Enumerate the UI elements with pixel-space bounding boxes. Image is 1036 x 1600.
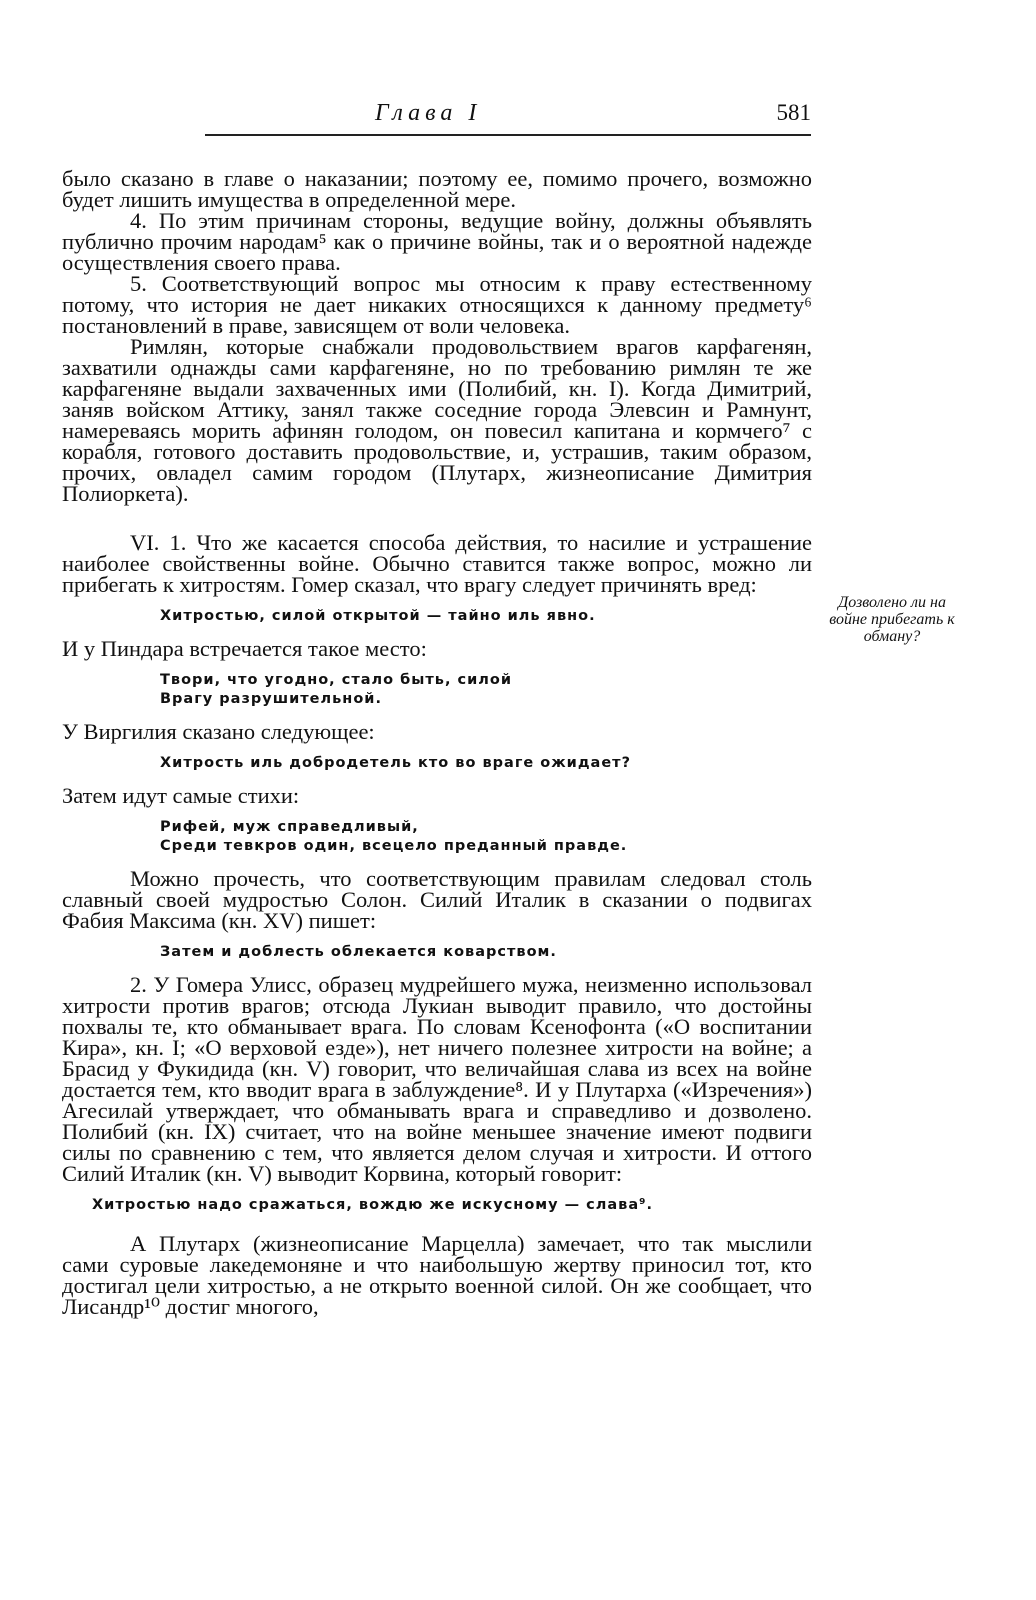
section-paragraph: VI. 1. Что же касается способа действия, то насилие и устрашение наиболее свойственны войне. Обычно ставится также вопрос, можно ли прибегать к хитростям. Гомер сказал, что врагу следует причинять вред:: [62, 530, 812, 597]
verse-quote: Хитрость иль добродетель кто во враге ожидает?: [160, 755, 631, 771]
header-rule: [205, 134, 811, 136]
paragraph: 2. У Гомера Улисс, образец мудрейшего мужа, неизменно использовал хитрости против врагов; отсюда Лукиан выводит правило, что достойны похвалы те, кто обманывает врага. По словам Ксенофонта («О воспитании Кира», кн. I; «О верховой езде»), нет ничего полезнее хитрости на войне; а Брасид у Фукидида (кн. V) говорит, что величайшая слава из всех на войне достается тем, кто вводит врага в заблуждение⁸. И у Плутарха («Изречения») Агесилай утверждает, что обманывать врага и справедливо и дозволено. Полибий (кн. IX) считает, что на войне меньшее значение имеют подвиги силы по сравнению с тем, что является делом случая и хитрости. И оттого Силий Италик (кн. V) выводит Корвина, который говорит:: [62, 972, 812, 1186]
verse-quote: Хитростью, силой открытой — тайно иль явно.: [160, 608, 596, 624]
main-text: [62, 168, 812, 1317]
paragraph: Затем идут самые стихи:: [62, 783, 300, 808]
paragraph: И у Пиндара встречается такое место:: [62, 636, 427, 661]
verse-quote: Хитростью надо сражаться, вождю же искусному — слава⁹.: [92, 1197, 654, 1213]
paragraph: Можно прочесть, что соответствующим правилам следовал столь славный своей мудростью Солон. Силий Италик в сказании о подвигах Фабия Максима (кн. XV) пишет:: [62, 866, 812, 933]
verse-quote: Рифей, муж справедливый,: [160, 819, 419, 835]
verse-quote: Среди тевкров один, всецело преданный правде.: [160, 838, 628, 854]
chapter-title: Глава I: [375, 100, 482, 126]
paragraph: 5. Соответствующий вопрос мы относим к праву естественному потому, что история не дает никаких относящихся к данному предмету⁶ постановлений в праве, зависящем от воли человека.: [62, 271, 812, 338]
paragraph: было сказано в главе о наказании; поэтому ее, помимо прочего, возможно будет лишить имущества в определенной мере.: [62, 166, 812, 212]
verse-quote: Затем и доблесть облекается коварством.: [160, 944, 557, 960]
paragraph: А Плутарх (жизнеописание Марцелла) замечает, что так мыслили сами суровые лакедемоняне и что наибольшую жертву приносил тот, кто достигал цели хитростью, а не открыто военной силой. Он же сообщает, что Лисандр¹⁰ достиг многого,: [62, 1231, 812, 1319]
paragraph: У Виргилия сказано следующее:: [62, 719, 375, 744]
verse-quote: Твори, что угодно, стало быть, силой: [160, 672, 513, 688]
page-header: [205, 100, 811, 140]
paragraph: 4. По этим причинам стороны, ведущие войну, должны объявлять публично прочим народам⁵ как о причине войны, так и о вероятной надежде осуществления своего права.: [62, 208, 812, 275]
margin-note: Дозволено ли на войне прибегать к обману?: [829, 594, 955, 645]
verse-quote: Врагу разрушительной.: [160, 691, 382, 707]
page-number: 581: [776, 100, 811, 125]
paragraph: Римлян, которые снабжали продовольствием врагов карфагенян, захватили однажды сами карфагеняне, но по требованию римлян те же карфагеняне выдали захваченных ими (Полибий, кн. I). Когда Димитрий, заняв войском Аттику, занял также соседние города Элевсин и Рамнунт, намереваясь морить афинян голодом, он повесил капитана и кормчего⁷ с корабля, готового доставить продовольствие, и, устрашив, таким образом, прочих, овладел самим городом (Плутарх, жизнеописание Димитрия Полиоркета).: [62, 334, 812, 506]
